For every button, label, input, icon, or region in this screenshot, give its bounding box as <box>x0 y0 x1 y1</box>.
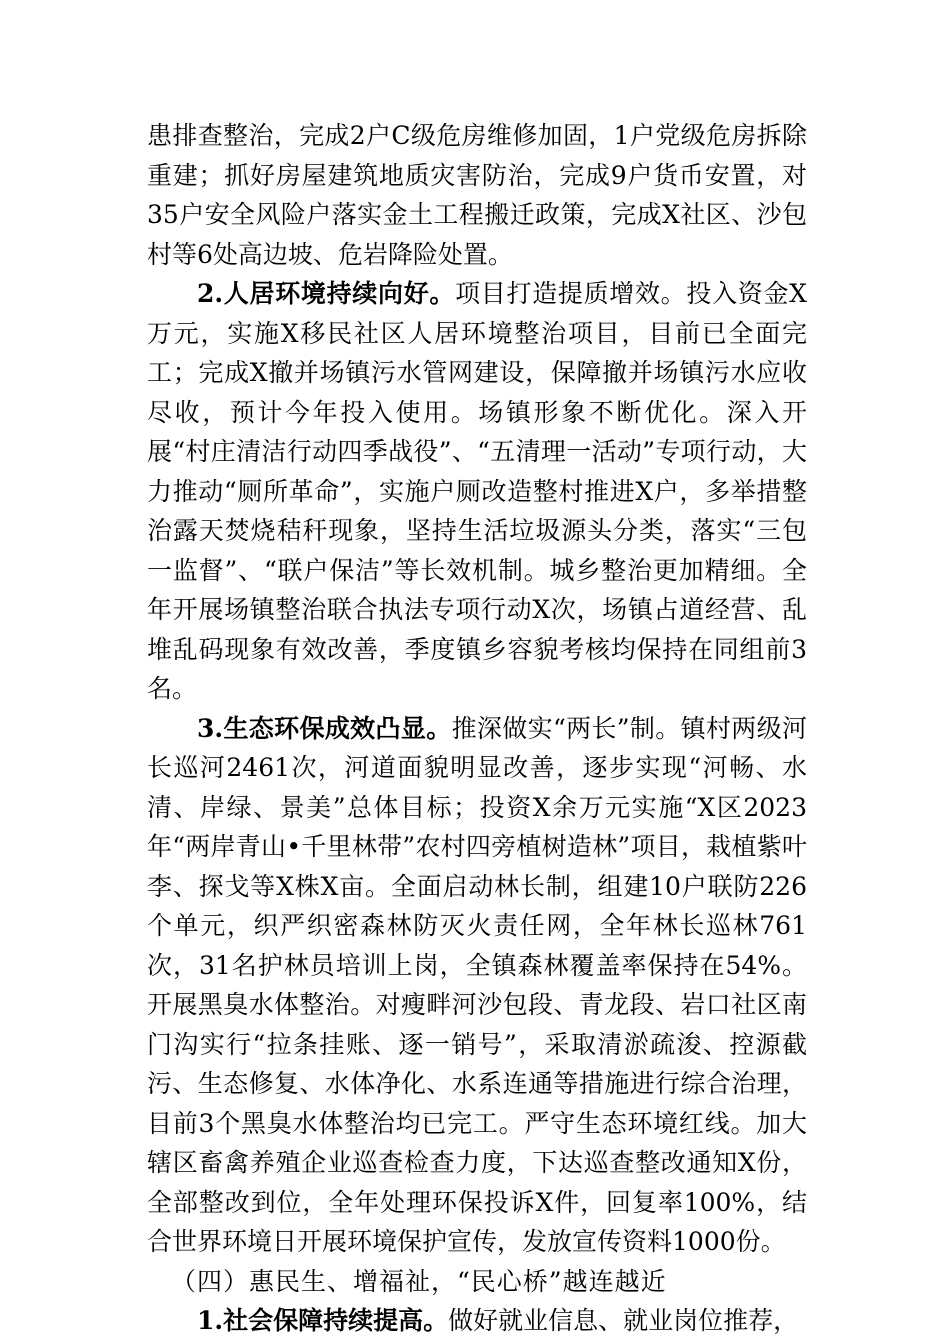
paragraph-text: 项目打造提质增效。投入资金X万元，实施X移民社区人居环境整治项目，目前已全面完工；完成X撤并场镇污水管网建设，保障撤并场镇污水应收尽收，预计今年投入使用。场镇形象不断优化。深入开展“村庄清洁行动四季战役”、“五清理一活动”专项行动，大力推动“厕所革命”，实施户厕改造整村推进X户，多举措整治露天焚烧秸秆现象，坚持生活垃圾源头分类，落实“三包一监督”、“联户保洁”等长效机制。城乡整治更加精细。全年开展场镇整治联合执法专项行动X次，场镇占道经营、乱堆乱码现象有效改善，季度镇乡容貌考核均保持在同组前3名。 <box>147 279 807 703</box>
document-page <box>147 116 807 1341</box>
paragraph-heading: 3.生态环保成效凸显。 <box>197 713 452 743</box>
paragraph-ecology <box>147 709 807 1262</box>
paragraph-text: 患排查整治，完成2户C级危房维修加固，1户党级危房拆除重建；抓好房屋建筑地质灾害防治，完成9户货币安置，对35户安全风险户落实金土工程搬迁政策，完成X社区、沙包村等6处高边坡、危岩降险处置。 <box>147 121 807 269</box>
section-heading-text: （四）惠民生、增福祉，“民心桥”越连越近 <box>171 1266 667 1296</box>
paragraph-housing-safety <box>147 116 807 274</box>
paragraph-living-environment <box>147 274 807 709</box>
paragraph-social-security <box>147 1301 807 1341</box>
paragraph-heading: 2.人居环境持续向好。 <box>197 279 456 308</box>
paragraph-text: 做好就业信息、就业岗位推荐， <box>448 1306 799 1335</box>
paragraph-heading: 1.社会保障持续提高。 <box>197 1306 449 1335</box>
section-heading <box>147 1262 807 1302</box>
paragraph-text: 推深做实“两长”制。镇村两级河长巡河2461次，河道面貌明显改善，逐步实现“河畅、水清、岸绿、景美”总体目标；投资X余万元实施“X区2023年“两岸青山•千里林带”农村四旁植树造林”项目，栽植紫叶李、探戈等X株X亩。全面启动林长制，组建10户联防226个单元，织严织密森林防灭火责任网，全年林长巡林761次，31名护林员培训上岗，全镇森林覆盖率保持在54%。开展黑臭水体整治。对瘦畔河沙包段、青龙段、岩口社区南门沟实行“拉条挂账、逐一销号”，采取清淤疏浚、控源截污、生态修复、水体净化、水系连通等措施进行综合治理，目前3个黑臭水体整治均已完工。严守生态环境红线。加大辖区畜禽养殖企业巡查检查力度，下达巡查整改通知X份，全部整改到位，全年处理环保投诉X件，回复率100%，结合世界环境日开展环境保护宣传，发放宣传资料1000份。 <box>147 713 807 1256</box>
